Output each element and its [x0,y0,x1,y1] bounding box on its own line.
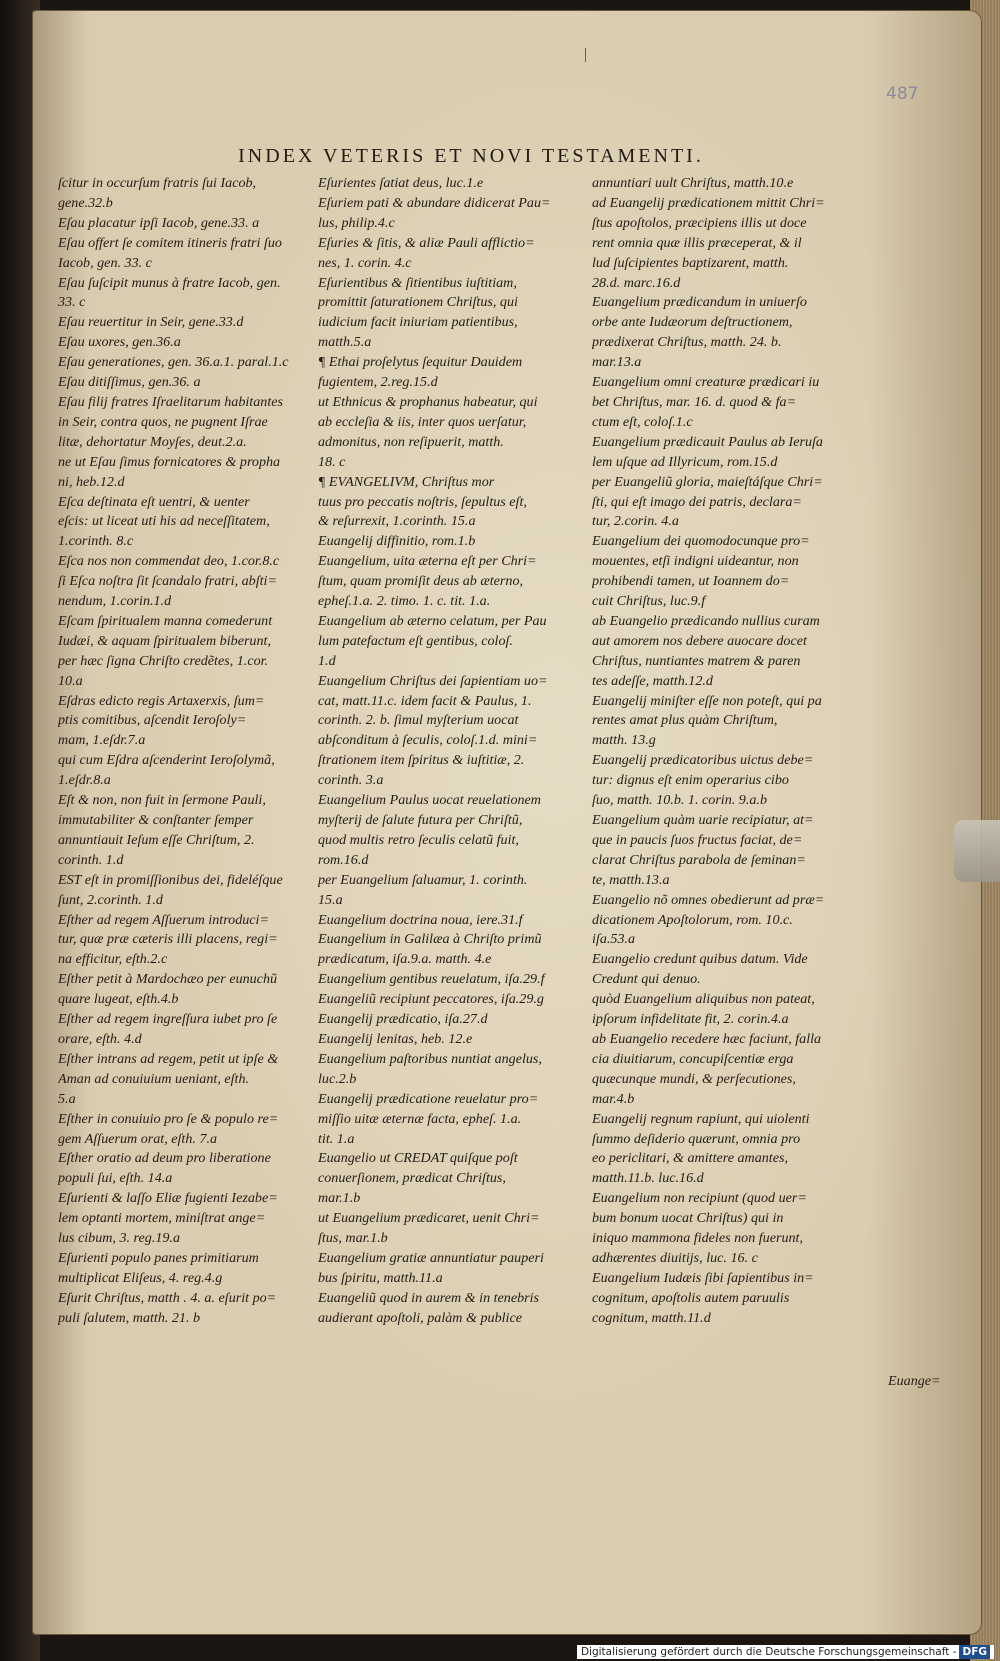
index-line: te, matth.13.a [592,871,670,888]
index-line: miſſio uitæ æternæ facta, epheſ. 1.a. [318,1110,522,1127]
index-line: Euangelio nõ omnes obedierunt ad præ= [592,891,825,908]
index-line: orare, eſth. 4.d [58,1030,142,1047]
index-line: Iacob, gen. 33. c [58,254,152,271]
index-line: rentes amat plus quàm Chriſtum, [592,712,778,729]
index-line: Euangelij lenitas, heb. 12.e [318,1030,473,1047]
index-line: nes, 1. corin. 4.c [318,254,412,271]
index-line: cuit Chriſtus, luc.9.f [592,593,706,610]
index-line: Aman ad conuiuium ueniant, eſth. [58,1070,250,1087]
page-number: 487 [886,84,919,104]
index-column-2 [318,174,582,1329]
index-line: conuerſionem, prædicat Chriſtus, [318,1170,506,1187]
top-mark [585,48,586,62]
index-line: Eſca nos non commendat deo, 1.cor.8.c [58,553,280,570]
index-line: 1.d [318,652,336,669]
index-line: annuntiari uult Chriſtus, matth.10.e [592,175,794,191]
index-line: Eſurit Chriſtus, matth . 4. a. eſurit po= [58,1289,277,1306]
index-line: dicationem Apoſtolorum, rom. 10.c. [592,911,793,928]
index-line: Eſau placatur ipſi Iacob, gene.33. a [58,214,260,231]
index-line: tur, 2.corin. 4.a [592,513,679,530]
index-line: 15.a [318,891,343,908]
index-line: ab Euangelio recedere hæc faciunt, falla [592,1030,822,1047]
index-line: Eſther intrans ad regem, petit ut ipſe & [58,1050,279,1067]
index-line: tur, quæ præ cæteris illi placens, regi= [58,931,278,948]
index-line: lus, philip.4.c [318,214,395,231]
index-column-3 [592,174,856,1329]
index-line: Eſau reuertitur in Seir, gene.33.d [58,314,244,331]
index-line: Eſau uxores, gen.36.a [58,334,181,351]
index-line: ad Euangelij prædicationem mittit Chri= [592,194,825,211]
index-line: Eſurienti populo panes primitiarum [58,1249,259,1266]
index-line: Euangelium ab æterno celatum, per Pau [318,612,547,629]
index-line: Eſther ad regem Aſſuerum introduci= [58,911,269,928]
index-line: Euangelium Paulus uocat reuelationem [318,792,541,809]
index-line: ipſorum infidelitate fit, 2. corin.4.a [592,1011,789,1028]
index-line: ſcitur in occurſum fratris ſui Iacob, [58,175,257,191]
index-line: Eſther in conuiuio pro ſe & populo re= [58,1110,279,1127]
catchword: Euange= [888,1373,941,1389]
index-line: 1.corinth. 8.c [58,533,134,550]
index-line: ſi Eſca noſtra ſit ſcandalo fratri, abſti= [58,573,277,590]
index-line: bet Chriſtus, mar. 16. d. quod & fa= [592,393,797,410]
index-line: EST eſt in promiſſionibus dei, fideléſque [58,871,283,888]
index-line: bum bonum uocat Chriſtus) qui in [592,1210,784,1227]
index-line: ¶ EVANGELIVM, Chriſtus mor [318,473,495,490]
index-line: multiplicat Eliſeus, 4. reg.4.g [58,1269,223,1286]
index-line: ut Ethnicus & prophanus habeatur, qui [318,393,538,410]
index-line: ctum eſt, coloſ.1.c [592,413,693,430]
index-line: na efficitur, eſth.2.c [58,951,168,968]
index-line: lem optanti mortem, miniſtrat ange= [58,1210,266,1227]
index-line: Eſau filij fratres Iſraelitarum habitantes [58,393,283,410]
index-line: Euangelium paſtoribus nuntiat angelus, [318,1050,542,1067]
index-line: ab eccleſia & iis, inter quos uerſatur, [318,413,527,430]
index-line: Eſurientibus & ſitientibus iuſtitiam, [318,274,517,291]
index-line: Iudæi, & aquam ſpiritualem biberunt, [58,632,271,649]
index-line: Eſcam ſpiritualem manna comederunt [58,612,273,629]
index-line: ab Euangelio prædicando nullius curam [592,612,820,629]
index-line: Euangelij diffinitio, rom.1.b [318,533,476,550]
index-line: Euangelium omni creaturæ prædicari iu [592,374,820,391]
index-line: que in paucis ſuos fructus faciat, de= [592,831,803,848]
index-line: Eſau ditiſſimus, gen.36. a [58,374,201,391]
index-column-1 [58,174,322,1329]
index-line: orbe ante Iudæorum deſtructionem, [592,314,793,331]
index-line: Euangelij prædicatoribus uictus debe= [592,752,814,769]
index-line: audierant apoſtoli, palàm & publice [318,1309,522,1326]
index-line: ſtum, quam promiſit deus ab æterno, [318,573,524,590]
index-line: 1.eſdr.8.a [58,772,111,789]
index-line: mam, 1.eſdr.7.a [58,732,146,749]
index-line: qui cum Eſdra aſcenderint Ieroſolymã, [58,752,275,769]
index-line: mar.1.b [318,1190,361,1207]
index-line: Euangelium doctrina noua, iere.31.f [318,911,523,928]
running-head: INDEX VETERIS ET NOVI TESTAMENTI. [238,145,704,167]
index-line: prædicatum, iſa.9.a. matth. 4.e [318,951,492,968]
index-line: Eſt & non, non fuit in ſermone Pauli, [58,792,266,809]
index-line: Eſca deſtinata eſt uentri, & uenter [58,493,250,510]
index-line: Eſau offert ſe comitem itineris fratri ſuo [58,234,282,251]
index-line: Eſdras edicto regis Artaxerxis, ſum= [58,692,265,709]
index-line: 10.a [58,672,83,689]
index-line: Euangelio ut CREDAT quiſque poſt [318,1150,518,1167]
index-line: 18. c [318,453,346,470]
index-line: iudicium facit iniuriam patientibus, [318,314,518,331]
index-line: Eſuries & ſitis, & aliæ Pauli afflictio= [318,234,535,251]
index-line: Eſau generationes, gen. 36.a.1. paral.1.c [58,354,289,371]
index-line: 5.a [58,1090,76,1107]
index-line: promittit ſaturationem Chriſtus, qui [318,294,518,311]
index-line: eſcis: ut liceat uti his ad neceſſitatem, [58,513,270,530]
index-line: corinth. 3.a [318,772,384,789]
page-tab-marker [954,820,1000,882]
index-line: ſunt, 2.corinth. 1.d [58,891,163,908]
index-line: rom.16.d [318,851,369,868]
index-line: Euangelium dei quomodocunque pro= [592,533,810,550]
index-line: Chriſtus, nuntiantes matrem & paren [592,652,801,669]
index-line: Euangelium prædicauit Paulus ab Ieruſa [592,433,823,450]
index-line: cat, matt.11.c. idem facit & Paulus, 1. [318,692,532,709]
index-line: tes adeſſe, matth.12.d [592,672,713,689]
index-line: Euangeliũ quod in aurem & in tenebris [318,1289,540,1306]
index-line: iniquo mammona fideles non fuerunt, [592,1230,804,1247]
index-line: admonitus, non reſipuerit, matth. [318,433,504,450]
index-line: tur: dignus eſt enim operarius cibo [592,772,789,789]
index-line: lus cibum, 3. reg.19.a [58,1230,181,1247]
index-line: Eſther oratio ad deum pro liberatione [58,1150,271,1167]
index-line: prohibendi tamen, ut Ioannem do= [592,573,790,590]
index-line: Euangelij regnum rapiunt, qui uiolenti [592,1110,810,1127]
index-line: Euangelij prædicatione reuelatur pro= [318,1090,539,1107]
index-line: aut amorem nos debere auocare docet [592,632,807,649]
index-line: 33. c [58,294,86,311]
index-line: Euangelio credunt quibus datum. Vide [592,951,808,968]
index-line: annuntiauit Ieſum eſſe Chriſtum, 2. [58,831,255,848]
index-line: iſa.53.a [592,931,636,948]
index-line: rent omnia quæ illis præceperat, & il [592,234,802,251]
index-line: ne ut Eſau ſimus fornicatores & propha [58,453,281,470]
index-line: nendum, 1.corin.1.d [58,593,172,610]
index-line: per Euangeliũ gloria, maieſtáſque Chri= [592,473,823,490]
index-line: adhærentes diuitijs, luc. 16. c [592,1249,758,1266]
index-line: Euangeliũ recipiunt peccatores, iſa.29.g [318,991,544,1008]
index-line: Euangelij miniſter eſſe non poteſt, qui pa [592,692,822,709]
index-line: epheſ.1.a. 2. timo. 1. c. tit. 1.a. [318,593,491,610]
index-line: quòd Euangelium aliquibus non pateat, [592,991,815,1008]
index-line: Euangelium, uita æterna eſt per Chri= [318,553,537,570]
index-line: matth.5.a [318,334,372,351]
index-line: myſterij de ſalute futura per Chriſtũ, [318,812,523,828]
index-line: ¶ Ethai proſelytus ſequitur Dauidem [318,354,523,371]
index-line: gene.32.b [58,194,113,211]
index-line: tit. 1.a [318,1130,355,1147]
index-line: Euangelium prædicandum in uniuerſo [592,294,807,311]
index-line: fugientem, 2.reg.15.d [318,374,438,391]
index-line: Euangelium in Galilæa à Chriſto primũ [318,931,542,948]
index-line: Euangelij prædicatio, iſa.27.d [318,1011,488,1028]
index-line: mar.13.a [592,354,642,371]
index-line: Euangelium quàm uarie recipiatur, at= [592,812,814,828]
index-line: ut Euangelium prædicaret, uenit Chri= [318,1210,540,1227]
dfg-logo: DFG [959,1645,990,1659]
index-line: populi ſui, eſth. 14.a [58,1170,173,1187]
index-line: corinth. 2. b. ſimul myſterium uocat [318,712,519,729]
index-line: lem uſque ad Illyricum, rom.15.d [592,453,778,470]
index-line: litæ, dehortatur Moyſes, deut.2.a. [58,433,247,450]
index-line: Eſau ſuſcipit munus à fratre Iacob, gen. [58,274,281,291]
index-line: quod multis retro ſeculis celatũ fuit, [318,831,519,848]
index-line: Eſther petit à Mardochæo per eunuchũ [58,971,278,988]
index-line: ptis comitibus, aſcendit Ieroſoly= [58,712,247,729]
digitization-footer [577,1645,994,1659]
index-line: 28.d. marc.16.d [592,274,681,291]
index-line: cia diuitiarum, concupiſcentiæ erga [592,1050,794,1067]
index-line: ſtus, mar.1.b [318,1230,388,1247]
index-line: immutabiliter & conſtanter ſemper [58,812,254,828]
index-line: ni, heb.12.d [58,473,125,490]
index-line: ſummo deſiderio quærunt, omnia pro [592,1130,801,1147]
index-line: luc.2.b [318,1070,357,1087]
index-line: ſti, qui eſt imago dei patris, declara= [592,493,802,510]
index-line: Euangelium Iudæis ſibi ſapientibus in= [592,1269,814,1286]
index-line: matth. 13.g [592,732,656,749]
index-line: per Euangelium ſaluamur, 1. corinth. [318,871,528,888]
index-line: Credunt qui denuo. [592,971,701,988]
index-line: Eſurienti & laſſo Eliæ fugienti Iezabe= [58,1190,278,1207]
index-line: per hæc ſigna Chriſto credẽtes, 1.cor. [58,652,269,669]
index-line: mouentes, etſi indigni uideantur, non [592,553,799,570]
index-line: corinth. 1.d [58,851,124,868]
index-line: Eſuriem pati & abundare didicerat Pau= [318,194,551,211]
footer-text: Digitalisierung gefördert durch die Deutsche Forschungsgemeinschaft - [580,1646,957,1658]
index-line: Euangelium gentibus reuelatum, iſa.29.f [318,971,545,988]
index-line: Euangelium non recipiunt (quod uer= [592,1190,807,1207]
index-line: Eſther ad regem ingreſſura iubet pro ſe [58,1011,278,1028]
index-line: clarat Chriſtus parabola de ſeminan= [592,851,806,868]
index-line: abſconditum à ſeculis, coloſ.1.d. mini= [318,732,538,749]
index-line: lud ſuſcipientes baptizarent, matth. [592,254,789,271]
index-line: puli ſalutem, matth. 21. b [58,1309,201,1326]
index-line: eo periclitari, & amittere amantes, [592,1150,788,1167]
index-line: gem Aſſuerum orat, eſth. 7.a [58,1130,218,1147]
index-line: Euangelium gratiæ annuntiatur pauperi [318,1249,544,1266]
index-line: cognitum, matth.11.d [592,1309,711,1326]
index-line: quæcunque mundi, & perſecutiones, [592,1070,796,1087]
index-line: cognitum, apoſtolis autem paruulis [592,1289,790,1306]
index-line: Eſurientes ſatiat deus, luc.1.e [318,175,484,191]
index-line: ſuo, matth. 10.b. 1. corin. 9.a.b [592,792,767,809]
index-line: bus ſpiritu, matth.11.a [318,1269,443,1286]
index-line: Euangelium Chriſtus dei ſapientiam uo= [318,672,548,689]
index-line: ſtus apoſtolos, præcipiens illis ut doce [592,214,807,231]
index-line: mar.4.b [592,1090,635,1107]
index-line: in Seir, contra quos, ne pugnent Iſrae [58,413,268,430]
index-line: lum patefactum eſt gentibus, coloſ. [318,632,513,649]
index-line: & reſurrexit, 1.corinth. 15.a [318,513,476,530]
index-line: tuus pro peccatis noſtris, ſepultus eſt, [318,493,527,510]
index-line: ſtrationem item ſpiritus & iuſtitiæ, 2. [318,752,525,769]
index-line: quare lugeat, eſth.4.b [58,991,179,1008]
index-line: matth.11.b. luc.16.d [592,1170,704,1187]
index-line: prædixerat Chriſtus, matth. 24. b. [592,334,782,351]
